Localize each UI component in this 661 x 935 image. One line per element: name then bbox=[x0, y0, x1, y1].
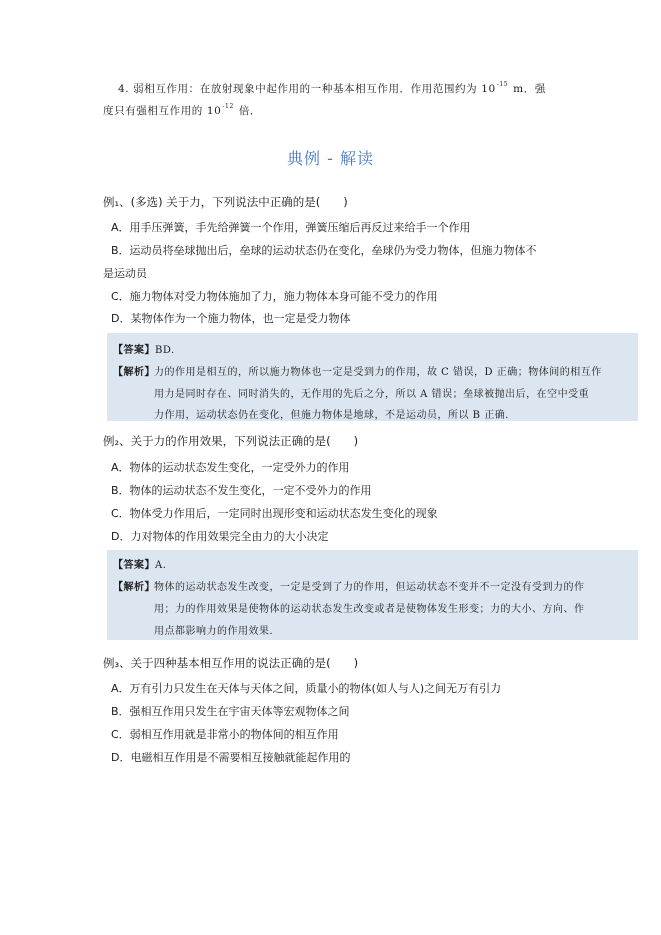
intro-line-2-tail: 倍． bbox=[234, 105, 262, 117]
q1-analysis-line-1: 力的作用是相互的，所以施力物体也一定是受到力的作用，故 C 错误，D 正确；物体间的相互作 bbox=[154, 367, 602, 378]
section-title: 典例 - 解读 bbox=[287, 149, 374, 168]
q1-analysis-line-3: 力作用，运动状态仍在变化，但施力物体是地球，不是运动员，所以 B 正确． bbox=[154, 410, 516, 421]
q2-answer-value: A. bbox=[155, 560, 167, 571]
q1-solution-box bbox=[107, 333, 638, 421]
q1-stem: 例₁、(多选) 关于力，下列说法中正确的是( ) bbox=[103, 195, 348, 209]
q2-analysis-label bbox=[113, 578, 155, 593]
intro-exponent-2: -12 bbox=[222, 103, 234, 110]
q2-answer bbox=[113, 556, 166, 571]
q3-option-a: A．万有引力只发生在天体与天体之间，质量小的物体(如人与人)之间无万有引力 bbox=[111, 682, 502, 695]
q2-analysis-line-2: 用；力的作用效果是使物体的运动状态发生改变或者是使物体发生形变；力的大小、方向、作 bbox=[154, 604, 585, 615]
intro-line-1 bbox=[118, 81, 546, 96]
q2-solution-box bbox=[107, 550, 638, 640]
q2-analysis-line-3: 用点都影响力的作用效果． bbox=[154, 626, 280, 637]
q2-option-d: D．力对物体的作用效果完全由力的大小决定 bbox=[111, 530, 329, 543]
q1-answer-label: 【答案】 bbox=[113, 345, 155, 356]
q3-option-d: D．电磁相互作用是不需要相互接触就能起作用的 bbox=[111, 751, 351, 764]
q2-answer-label: 【答案】 bbox=[113, 560, 155, 571]
q2-option-b: B．物体的运动状态不发生变化，一定不受外力的作用 bbox=[111, 484, 372, 497]
q1-analysis-label bbox=[113, 363, 155, 378]
q1-option-b-cont: 是运动员 bbox=[103, 267, 147, 280]
q2-analysis-label-text: 【解析】 bbox=[113, 582, 155, 593]
q2-analysis-line-1: 物体的运动状态发生改变，一定是受到了力的作用，但运动状态不变并不一定没有受到力的作 bbox=[154, 582, 585, 593]
q3-stem: 例₃、关于四种基本相互作用的说法正确的是( ) bbox=[103, 656, 359, 670]
q2-option-c: C．物体受力作用后，一定同时出现形变和运动状态发生变化的现象 bbox=[111, 507, 438, 520]
q2-stem: 例₂、关于力的作用效果，下列说法正确的是( ) bbox=[103, 434, 359, 448]
q1-analysis-line-2: 用力是同时存在、同时消失的，无作用的先后之分，所以 A 错误；垒球被抛出后，在空中受重 bbox=[154, 389, 590, 400]
intro-line-2 bbox=[103, 103, 261, 118]
q1-option-c: C．施力物体对受力物体施加了力，施力物体本身可能不受力的作用 bbox=[111, 290, 438, 303]
intro-line-2-text: 度只有强相互作用的 10 bbox=[103, 105, 222, 117]
intro-line-1-tail: m．强 bbox=[509, 83, 546, 95]
q1-answer-value: BD. bbox=[155, 345, 175, 356]
q1-option-a: A．用手压弹簧，手先给弹簧一个作用，弹簧压缩后再反过来给手一个作用 bbox=[111, 221, 471, 234]
q2-option-a: A．物体的运动状态发生变化，一定受外力的作用 bbox=[111, 461, 350, 474]
intro-exponent-1: -15 bbox=[496, 81, 509, 88]
q3-option-b: B．强相互作用只发生在宇宙天体等宏观物体之间 bbox=[111, 705, 350, 718]
q1-analysis-label-text: 【解析】 bbox=[113, 367, 155, 378]
q1-option-d: D．某物体作为一个施力物体，也一定是受力物体 bbox=[111, 312, 351, 325]
q1-option-b: B．运动员将垒球抛出后，垒球的运动状态仍在变化，垒球仍为受力物体，但施力物体不 bbox=[111, 244, 537, 257]
q1-answer bbox=[113, 341, 175, 356]
q3-option-c: C．弱相互作用就是非常小的物体间的相互作用 bbox=[111, 728, 339, 741]
intro-line-1-text: 4. 弱相互作用：在放射现象中起作用的一种基本相互作用．作用范围约为 10 bbox=[118, 83, 496, 95]
